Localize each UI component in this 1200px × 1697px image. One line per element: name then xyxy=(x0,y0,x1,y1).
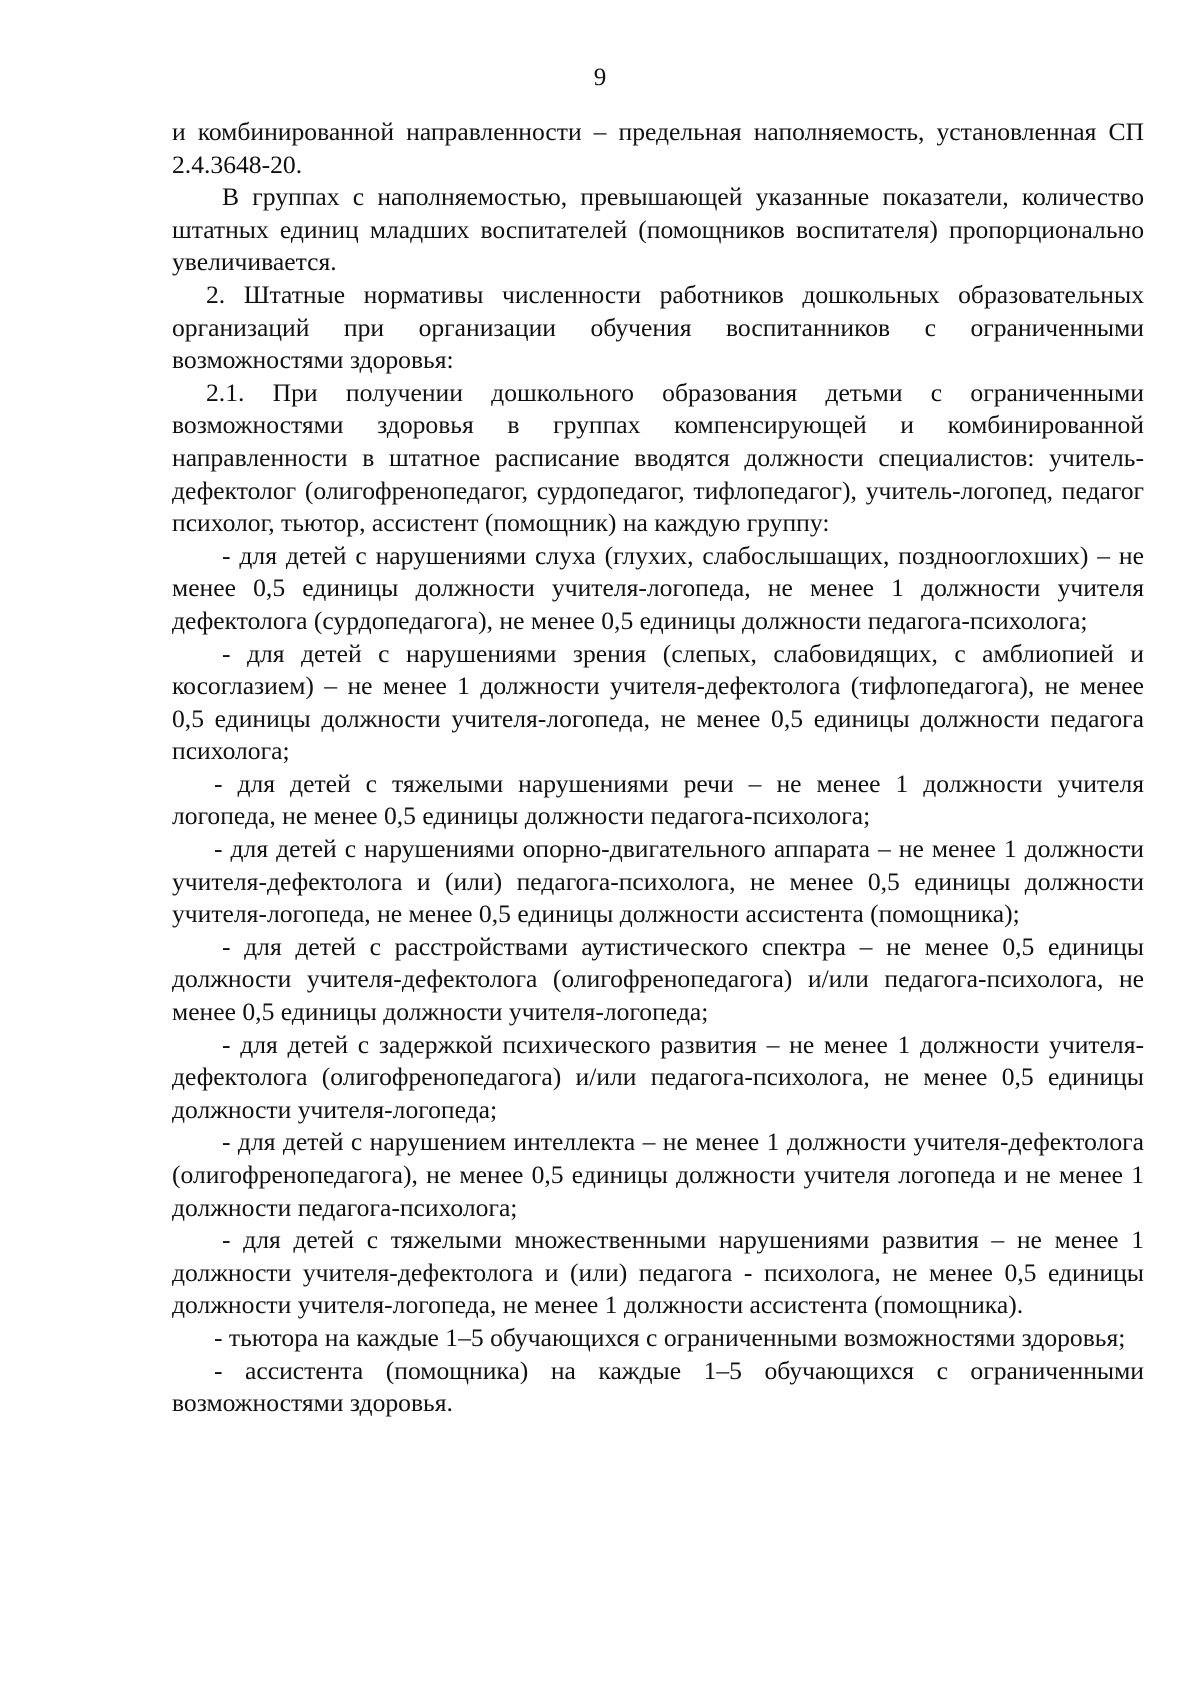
page-number: 9 xyxy=(593,64,607,91)
list-item-multiple: - для детей с тяжелыми множественными нарушениями развития – не менее 1 должности учителя-дефектолога и (или) педагога - психолога, не менее 0,5 единицы должности учителя-логопеда, не менее 1 должности ассистента (помощника). xyxy=(172,1225,1144,1320)
list-item-speech: - для детей с тяжелыми нарушениями речи – не менее 1 должности учителя логопеда, не менее 0,5 единицы должности педагога-психолога; xyxy=(172,768,1144,831)
list-item-intellect: - для детей с нарушением интеллекта – не менее 1 должности учителя-дефектолога (олигофренопедагога), не менее 0,5 единицы должности учителя логопеда и не менее 1 должности педагога-психолога; xyxy=(172,1127,1144,1222)
list-item-assistant: - ассистента (помощника) на каждые 1–5 обучающихся с ограниченными возможностями здоровья. xyxy=(172,1355,1144,1418)
list-item-musculoskeletal: - для детей с нарушениями опорно-двигательного аппарата – не менее 1 должности учителя-дефектолога и (или) педагога-психолога, не менее 0,5 единицы должности учителя-логопеда, не менее 0,5 единицы должности ассистента (помощника); xyxy=(172,834,1144,929)
list-item-mental-delay: - для детей с задержкой психического развития – не менее 1 должности учителя-дефектолога (олигофренопедагога) и/или педагога-психолога, не менее 0,5 единицы должности учителя-логопеда; xyxy=(172,1029,1144,1124)
paragraph-2: В группах с наполняемостью, превышающей указанные показатели, количество штатных единиц младших воспитателей (помощников воспитателя) пропорционально увеличивается. xyxy=(172,182,1144,277)
list-item-tutor: - тьютора на каждые 1–5 обучающихся с ограниченными возможностями здоровья; xyxy=(214,1322,1126,1352)
list-item-autism: - для детей с расстройствами аутистического спектра – не менее 0,5 единицы должности учителя-дефектолога (олигофренопедагога) и/или педагога-психолога, не менее 0,5 единицы должности учителя-логопеда; xyxy=(172,931,1144,1027)
document-body xyxy=(172,116,1144,1420)
paragraph-1-continuation: и комбинированной направленности – предельная наполняемость, установленная СП 2.4.3648-20. xyxy=(172,117,1144,179)
paragraph-section-2: 2. Штатные нормативы численности работников дошкольных образовательных организаций при организации обучения воспитанников с ограниченными возможностями здоровья: xyxy=(172,279,1144,375)
list-item-hearing: - для детей с нарушениями слуха (глухих, слабослышащих, позднооглохших) – не менее 0,5 единицы должности учителя-логопеда, не менее 1 должности учителя дефектолога (сурдопедагога), не менее 0,5 единицы должности педагога-психолога; xyxy=(172,540,1144,635)
paragraph-section-2-1: 2.1. При получении дошкольного образования детьми с ограниченными возможностями здоровья в группах компенсирующей и комбинированной направленности в штатное расписание вводятся должности специалистов: учитель-дефектолог (олигофренопедагог, сурдопедагог, тифлопедагог), учитель-логопед, педагог психолог, тьютор, ассистент (помощник) на каждую группу: xyxy=(172,377,1144,538)
list-item-vision: - для детей с нарушениями зрения (слепых, слабовидящих, с амблиопией и косоглазием) – не менее 1 должности учителя-дефектолога (тифлопедагога), не менее 0,5 единицы должности учителя-логопеда, не менее 0,5 единицы должности педагога психолога; xyxy=(172,638,1144,766)
